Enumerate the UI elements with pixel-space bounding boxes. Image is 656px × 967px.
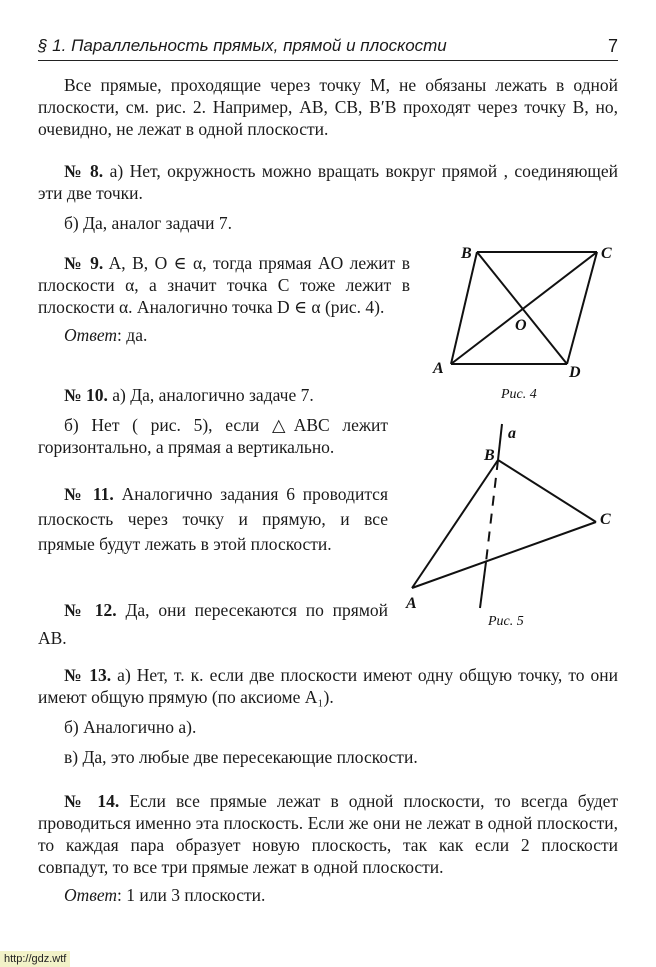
- label-line-a: a: [508, 425, 516, 442]
- answer-c: в) Да, это любые две пересекающие плоскости.: [64, 747, 418, 767]
- figure-4: [425, 240, 625, 405]
- figure-5: [400, 418, 620, 633]
- answer-b: б) Аналогично а).: [64, 717, 197, 737]
- label-d: D: [569, 364, 581, 381]
- intro-text: Все прямые, проходящие через точку M, не обязаны лежать в одной плоскости, см. рис. 2. Например, AB, CB, B′B проходят через точку B, но, очевидно, не лежат в одной плоскости.: [38, 75, 618, 139]
- intro-paragraph: [38, 74, 618, 140]
- edge-bc: [498, 460, 596, 522]
- problem-9: [38, 252, 410, 346]
- problem-number: № 8.: [64, 161, 104, 181]
- figure-5-caption: Рис. 5: [488, 614, 524, 629]
- line-a-upper: [498, 424, 502, 460]
- problem-number: № 14.: [64, 791, 120, 811]
- answer-text: : да.: [117, 325, 148, 345]
- problem-11: [38, 482, 388, 557]
- problem-text: Если все прямые лежат в одной плоскости, то всегда будет проводиться именно эта плоскость. Если же они не лежат в одной плоскости, то каждая пара образует новую плоскость, так как если 2 плоскости совпадут, то все три прямые лежат в одной плоскости.: [38, 791, 619, 877]
- edge-ac: [412, 522, 596, 588]
- label-b: B: [484, 447, 495, 464]
- page-header: [38, 36, 618, 61]
- answer-label: Ответ: [64, 885, 118, 905]
- problem-text: Да, они пересекаются по прямой AB.: [38, 600, 389, 648]
- edge-cd: [567, 252, 597, 364]
- answer-label: Ответ: [64, 325, 118, 345]
- problem-13: [38, 664, 618, 768]
- problem-12: [38, 596, 388, 652]
- problem-number: № 13.: [64, 665, 112, 685]
- answer-b: б) Да, аналог задачи 7.: [64, 213, 232, 233]
- answer-a: а) Нет, т. к. если две плоскости имеют одну общую точку, то они имеют общую прямую (по аксиоме A₁).: [38, 665, 618, 707]
- problem-text: A, B, O ∈ α, тогда прямая AO лежит в плоскости α, а значит точка C тоже лежит в плоскости α. Аналогично точка D ∈ α (рис. 4).: [38, 253, 410, 317]
- answer-a: а) Нет, окружность можно вращать вокруг прямой , соединяющей эти две точки.: [38, 161, 618, 203]
- problem-10: [38, 384, 388, 458]
- label-b: B: [461, 245, 472, 262]
- section-title: § 1. Параллельность прямых, прямой и плоскости: [38, 36, 447, 55]
- footer-url: http://gdz.wtf: [0, 951, 70, 967]
- label-c: C: [601, 245, 612, 262]
- problem-8: [38, 160, 618, 234]
- line-a-lower: [480, 562, 486, 608]
- problem-14: [38, 790, 618, 906]
- page-number: 7: [607, 36, 618, 56]
- label-a: A: [433, 360, 444, 377]
- problem-number: № 10.: [64, 385, 108, 405]
- label-c: C: [600, 511, 611, 528]
- answer-a: а) Да, аналогично задаче 7.: [112, 385, 314, 405]
- answer-b: б) Нет ( рис. 5), если △ABC лежит горизонтально, а прямая a вертикально.: [38, 415, 388, 457]
- problem-number: № 11.: [64, 484, 114, 504]
- label-o: O: [515, 317, 527, 334]
- label-a: A: [406, 595, 417, 612]
- answer-text: : 1 или 3 плоскости.: [117, 885, 266, 905]
- figure-4-caption: Рис. 4: [501, 387, 537, 402]
- diagonal-bd: [477, 252, 567, 364]
- problem-number: № 12.: [64, 600, 117, 620]
- problem-number: № 9.: [64, 253, 104, 273]
- problem-text: Аналогично задания 6 проводится плоскость через точку и прямую, и все прямые будут лежать в этой плоскости.: [38, 484, 389, 554]
